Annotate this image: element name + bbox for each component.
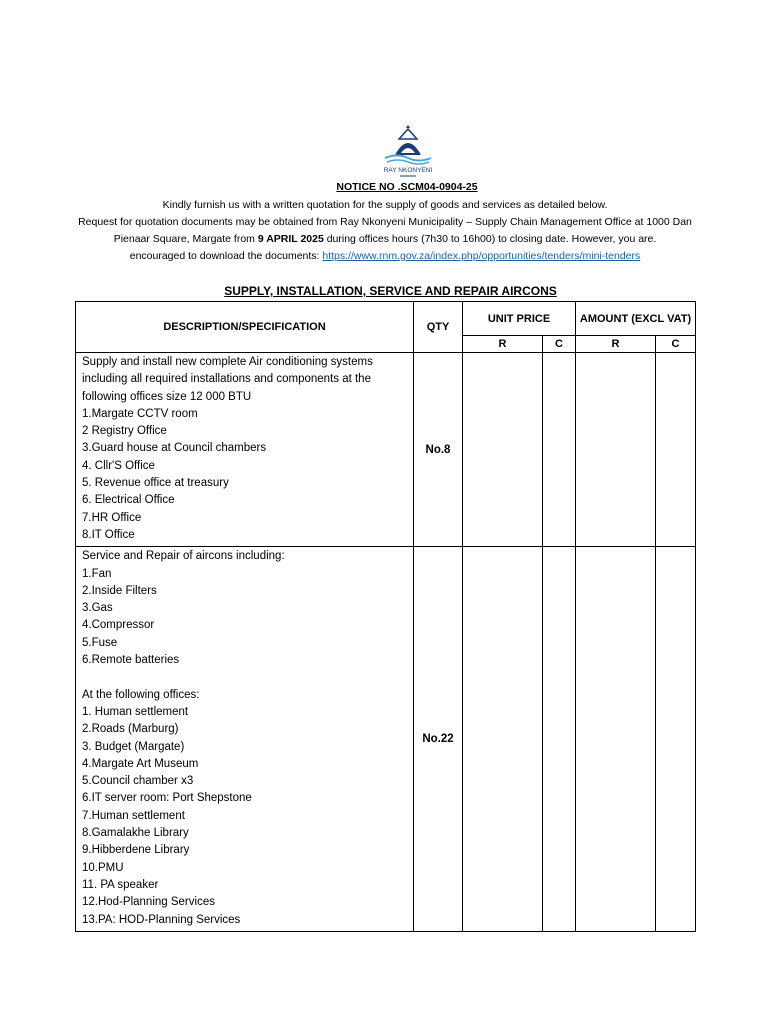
list-item: 6.IT server room: Port Shepstone [82, 792, 252, 805]
list-item: 7.HR Office [82, 511, 142, 524]
row-2-amount-c [656, 547, 696, 932]
intro-line-4-a: encouraged to download the documents: [129, 250, 323, 262]
row-2-amount-r [576, 547, 656, 932]
section-title: SUPPLY, INSTALLATION, SERVICE AND REPAIR AIRCONS [224, 284, 557, 298]
list-item: 2.Roads (Marburg) [82, 723, 179, 736]
row-2-unit-price-r [463, 547, 543, 932]
list-item: 4. Cllr'S Office [82, 459, 155, 472]
row-2-intro: Service and Repair of aircons including: [82, 550, 285, 563]
row-1-unit-price-c [543, 353, 576, 547]
header-unit-price: UNIT PRICE [463, 302, 576, 336]
list-item: 5.Fuse [82, 636, 118, 649]
opening-date: 9 APRIL 2025 [257, 233, 324, 245]
header-qty: QTY [414, 302, 463, 353]
header-amount-r: R [576, 336, 656, 353]
list-item: 2 Registry Office [82, 425, 167, 438]
list-item: 10.PMU [82, 861, 124, 874]
list-item: 7.Human settlement [82, 809, 185, 822]
list-item: 3.Guard house at Council chambers [82, 442, 267, 455]
list-item: 8.IT Office [82, 528, 135, 541]
list-item: 2.Inside Filters [82, 584, 157, 597]
intro-line-2: Request for quotation documents may be obtained from Ray Nkonyeni Municipality – Supply Chain Management Office at 1000 Dan [78, 216, 692, 228]
list-item: 12.Hod-Planning Services [82, 896, 215, 909]
list-item: 6.Remote batteries [82, 654, 180, 667]
list-item: 6. Electrical Office [82, 494, 175, 507]
header-unit-price-r: R [463, 336, 543, 353]
intro-line-3-a: Pienaar Square, Margate from [113, 233, 258, 245]
row-1-unit-price-r [463, 353, 543, 547]
quotation-table [75, 301, 696, 932]
logo-text: RAY NKONYENI [383, 167, 433, 174]
list-item: 1.Fan [82, 567, 112, 580]
header-amount: AMOUNT (EXCL VAT) [576, 302, 696, 336]
intro-line-1: Kindly furnish us with a written quotation for the supply of goods and services as detailed below. [162, 199, 608, 211]
row-1-amount-r [576, 353, 656, 547]
row-1-intro: Supply and install new complete Air conditioning systems including all required installations and components at the following offices size 12 000 BTU [82, 356, 373, 403]
row-2-qty: No.22 [414, 547, 463, 932]
list-item: 5. Revenue office at treasury [82, 477, 229, 490]
table-row [76, 547, 696, 932]
intro-line-3-b: during offices hours (7h30 to 16h00) to closing date. However, you are. [323, 233, 657, 245]
header-description: DESCRIPTION/SPECIFICATION [76, 302, 414, 353]
row-1-qty: No.8 [414, 353, 463, 547]
intro-line-4 [30, 248, 740, 265]
row-2-sub-intro: At the following offices: [82, 688, 200, 701]
list-item: 9.Hibberdene Library [82, 844, 190, 857]
list-item: 1.Margate CCTV room [82, 407, 198, 420]
spacer [82, 669, 408, 686]
list-item: 5.Council chamber x3 [82, 775, 194, 788]
list-item: 13.PA: HOD-Planning Services [82, 913, 241, 926]
list-item: 1. Human settlement [82, 705, 189, 718]
list-item: 3.Gas [82, 602, 113, 615]
list-item: 4.Compressor [82, 619, 155, 632]
list-item: 4.Margate Art Museum [82, 757, 199, 770]
notice-number: NOTICE NO .SCM04-0904-25 [336, 181, 478, 193]
intro-text [30, 197, 740, 265]
header-unit-price-c: C [543, 336, 576, 353]
tenders-link[interactable]: https://www.rnm.gov.za/index.php/opportunities/tenders/mini-tenders [322, 250, 641, 262]
row-1-amount-c [656, 353, 696, 547]
table-row [76, 353, 696, 547]
row-2-unit-price-c [543, 547, 576, 932]
list-item: 3. Budget (Margate) [82, 740, 185, 753]
list-item: 11. PA speaker [82, 878, 159, 891]
row-1-description [76, 353, 414, 547]
intro-line-3 [30, 231, 740, 248]
municipality-logo [377, 125, 439, 180]
list-item: 8.Gamalakhe Library [82, 827, 189, 840]
header-amount-c: C [656, 336, 696, 353]
row-2-description [76, 547, 414, 932]
